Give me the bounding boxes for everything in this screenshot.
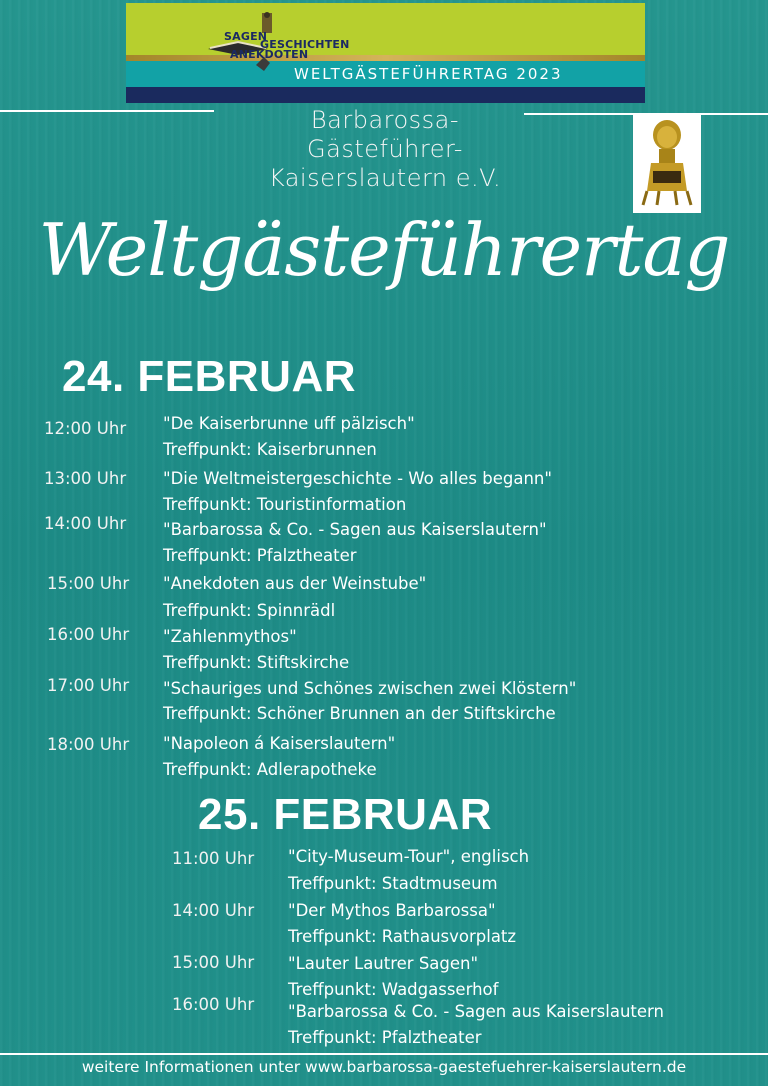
day2-event-title: "City-Museum-Tour", englisch: [288, 847, 530, 866]
day1-event-time: 12:00 Uhr: [44, 419, 127, 438]
day1-event-meeting: Treffpunkt: Adlerapotheke: [163, 760, 377, 779]
day1-event-meeting: Treffpunkt: Touristinformation: [163, 495, 407, 514]
day1-event-time: 17:00 Uhr: [47, 676, 130, 695]
day2-heading: 25. FEBRUAR: [198, 790, 492, 839]
event-banner: [126, 3, 645, 103]
club-name-line1: Barbarossa-: [310, 106, 460, 134]
day1-event-title: "Schauriges und Schönes zwischen zwei Klöstern": [163, 679, 577, 698]
day1-event-title: "De Kaiserbrunne uff pälzisch": [163, 414, 415, 433]
logo-text-sagen: SAGEN: [224, 30, 268, 43]
day1-event-title: "Barbarossa & Co. - Sagen aus Kaiserslautern": [163, 520, 547, 539]
day1-event-meeting: Treffpunkt: Spinnrädl: [163, 601, 336, 620]
day1-event-meeting: Treffpunkt: Schöner Brunnen an der Stiftskirche: [163, 704, 556, 723]
day2-event-meeting: Treffpunkt: Pfalztheater: [288, 1028, 482, 1047]
footer-info: weitere Informationen unter www.barbarossa-gaestefuehrer-kaiserslautern.de: [81, 1058, 687, 1076]
day1-event-time: 14:00 Uhr: [44, 514, 127, 533]
logo-text-geschichten: GESCHICHTEN: [260, 38, 350, 51]
day2-event-title: "Der Mythos Barbarossa": [288, 901, 496, 920]
day1-event-meeting: Treffpunkt: Kaiserbrunnen: [163, 440, 377, 459]
day1-heading: 24. FEBRUAR: [62, 352, 356, 401]
logo-text-anekdoten: ANEKDOTEN: [230, 48, 309, 61]
day1-event-title: "Die Weltmeistergeschichte - Wo alles begann": [163, 469, 552, 488]
day1-event-time: 13:00 Uhr: [44, 469, 127, 488]
day1-event-title: "Anekdoten aus der Weinstube": [163, 574, 427, 593]
day2-event-title: "Lauter Lautrer Sagen": [288, 954, 479, 973]
day2-event-meeting: Treffpunkt: Wadgasserhof: [288, 980, 499, 999]
banner-event-name: WELTGÄSTEFÜHRERTAG 2023: [294, 65, 563, 83]
day1-event-time: 16:00 Uhr: [47, 625, 130, 644]
day1-event-meeting: Treffpunkt: Pfalztheater: [163, 546, 357, 565]
day1-event-time: 15:00 Uhr: [47, 574, 130, 593]
club-name: [230, 106, 540, 193]
day2-event-time: 16:00 Uhr: [172, 995, 255, 1014]
day1-event-time: 18:00 Uhr: [47, 735, 130, 754]
day2-event-meeting: Treffpunkt: Stadtmuseum: [288, 874, 498, 893]
footer-divider: [0, 1053, 768, 1055]
day1-event-title: "Zahlenmythos": [163, 627, 297, 646]
day1-event-meeting: Treffpunkt: Stiftskirche: [163, 653, 350, 672]
day2-event-time: 15:00 Uhr: [172, 953, 255, 972]
day2-event-meeting: Treffpunkt: Rathausvorplatz: [288, 927, 517, 946]
club-name-line2: Gästeführer-: [307, 135, 463, 163]
banner-navy-band: [126, 87, 645, 103]
main-title: Weltgästeführertag: [38, 208, 730, 292]
day2-event-title: "Barbarossa & Co. - Sagen aus Kaiserslautern: [288, 1002, 664, 1021]
day2-event-time: 11:00 Uhr: [172, 849, 255, 868]
day2-event-time: 14:00 Uhr: [172, 901, 255, 920]
divider-left: [0, 110, 214, 112]
club-name-line3: Kaiserslautern e.V.: [268, 164, 502, 192]
day1-event-title: "Napoleon á Kaiserslautern": [163, 734, 396, 753]
